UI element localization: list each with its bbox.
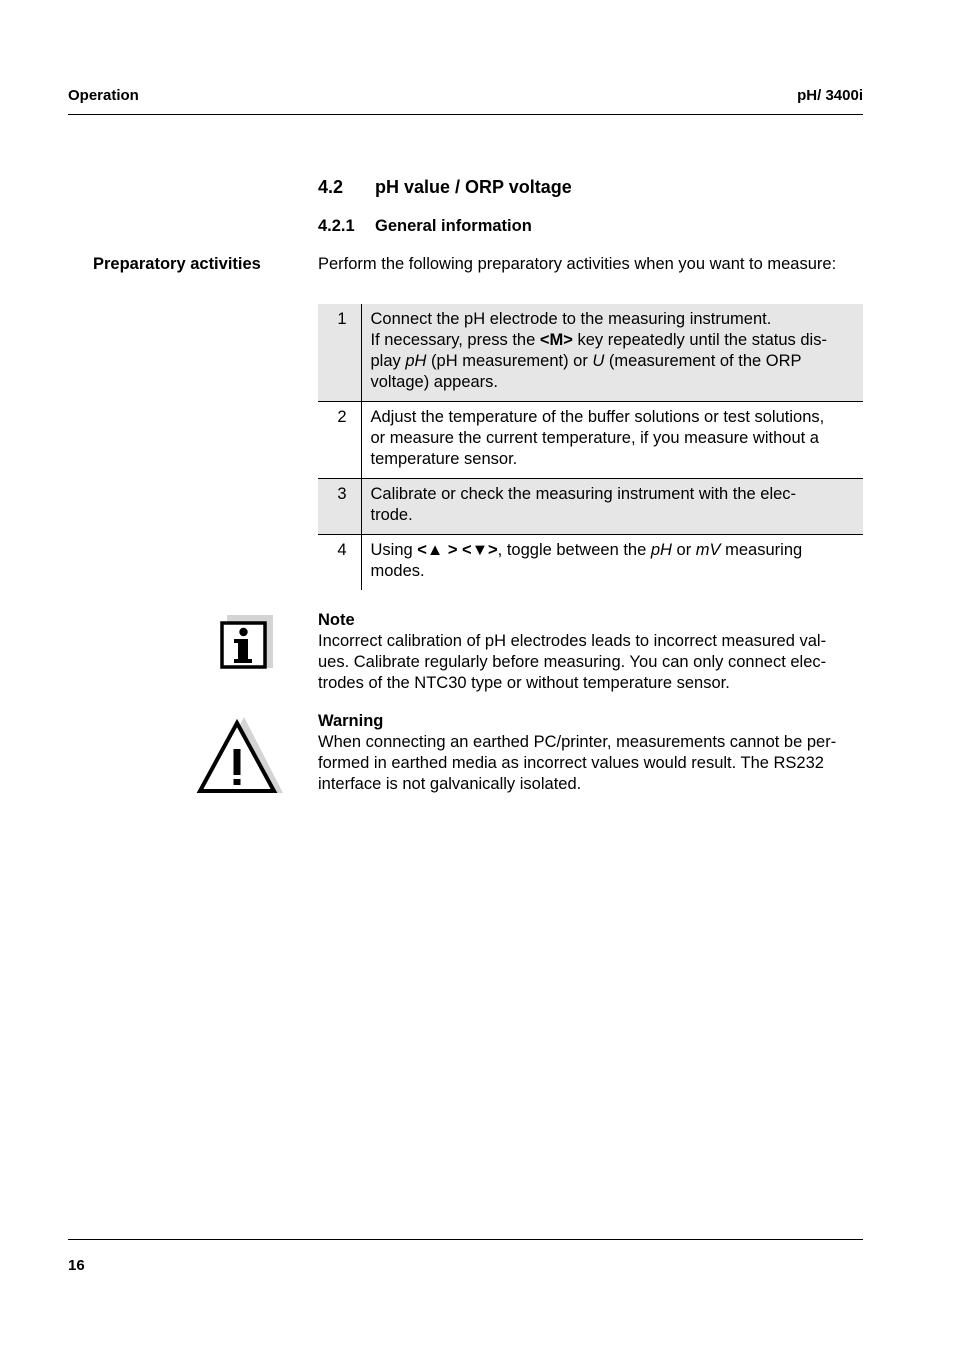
info-icon: [219, 615, 273, 670]
step-text: [361, 535, 863, 591]
step-line: Calibrate or check the measuring instrument with the elec-: [370, 485, 797, 503]
note-line: ues. Calibrate regularly before measuring. You can only connect elec-: [318, 653, 827, 671]
warning-line: interface is not galvanically isolated.: [318, 775, 582, 793]
intro-text: Perform the following preparatory activities when you want to measure:: [318, 255, 837, 273]
table-row: [318, 535, 863, 591]
table-row: [318, 304, 863, 402]
step-line: temperature sensor.: [370, 450, 518, 468]
header-right: pH/ 3400i: [797, 87, 863, 104]
subsection-number: 4.2.1: [318, 217, 355, 235]
section-number: 4.2: [318, 177, 344, 197]
table-row: [318, 402, 863, 479]
step-line: voltage) appears.: [370, 373, 498, 391]
note-line: Incorrect calibration of pH electrodes leads to incorrect measured val-: [318, 632, 827, 650]
step-line: or measure the current temperature, if you measure without a: [370, 429, 819, 447]
warning-title: Warning: [318, 712, 384, 730]
header-rule: [68, 114, 863, 115]
footer-rule: [68, 1239, 863, 1240]
step-line: Connect the pH electrode to the measuring instrument.: [370, 310, 772, 328]
side-label: Preparatory activities: [93, 255, 261, 273]
subsection-title: General information: [375, 217, 532, 235]
step-line: If necessary, press the <M> key repeatedly until the status dis-: [370, 331, 827, 349]
warning-line: formed in earthed media as incorrect values would result. The RS232: [318, 754, 824, 772]
step-number: 1: [318, 304, 361, 402]
warning-triangle-icon: [196, 715, 284, 795]
page-number: 16: [68, 1257, 85, 1274]
subsection-heading: [318, 217, 532, 236]
step-number: 3: [318, 479, 361, 535]
step-text: [361, 479, 863, 535]
section-title: pH value / ORP voltage: [375, 177, 572, 197]
step-line: Adjust the temperature of the buffer solutions or test solutions,: [370, 408, 825, 426]
warning-block: [318, 711, 866, 795]
step-text: [361, 402, 863, 479]
step-number: 4: [318, 535, 361, 591]
step-number: 2: [318, 402, 361, 479]
note-block: [318, 610, 866, 694]
table-row: [318, 479, 863, 535]
section-heading: [318, 177, 572, 198]
header-left: Operation: [68, 87, 139, 104]
step-line: Using <▲ > <▼>, toggle between the pH or mV measuring: [370, 541, 803, 559]
steps-table: [318, 304, 863, 590]
warning-line: When connecting an earthed PC/printer, measurements cannot be per-: [318, 733, 837, 751]
step-line: trode.: [370, 506, 413, 524]
step-line: modes.: [370, 562, 425, 580]
note-title: Note: [318, 611, 355, 629]
step-text: [361, 304, 863, 402]
step-line: play pH (pH measurement) or U (measurement of the ORP: [370, 352, 802, 370]
note-line: trodes of the NTC30 type or without temperature sensor.: [318, 674, 730, 692]
